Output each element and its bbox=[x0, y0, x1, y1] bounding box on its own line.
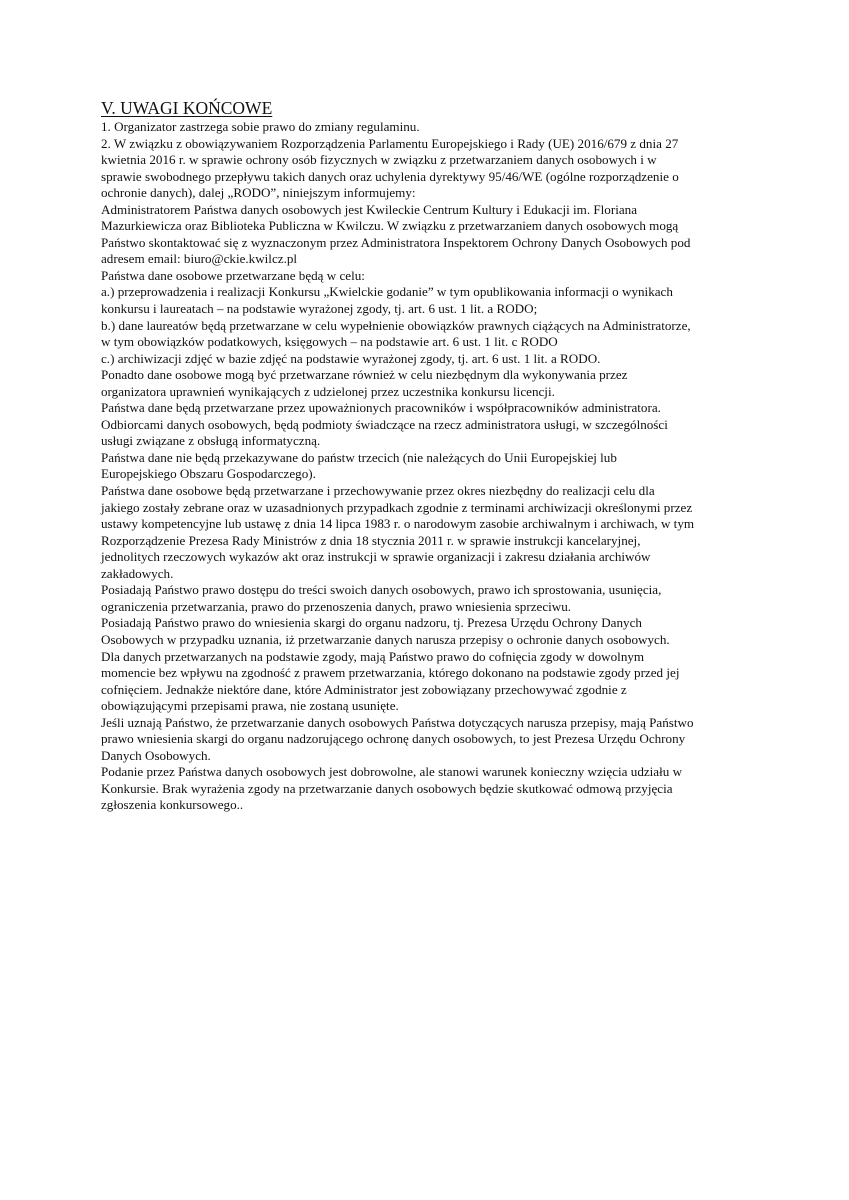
text-line: b.) dane laureatów będą przetwarzane w celu wypełnienie obowiązków prawnych ciążących na Administratorze, bbox=[101, 317, 691, 333]
text-line: Państwo skontaktować się z wyznaczonym przez Administratora Inspektorem Ochrony Danych Osobowych pod bbox=[101, 234, 691, 250]
section-heading: V. UWAGI KOŃCOWE bbox=[101, 98, 273, 118]
text-line: konkursu i laureatach – na podstawie wyrażonej zgody, tj. art. 6 ust. 1 lit. a RODO; bbox=[101, 301, 538, 317]
text-line: adresem email: biuro@ckie.kwilcz.pl bbox=[101, 251, 298, 267]
text-line: Mazurkiewicza oraz Biblioteka Publiczna w Kwilczu. W związku z przetwarzaniem danych osobowych mogą bbox=[101, 218, 679, 234]
text-line: Jeśli uznają Państwo, że przetwarzanie danych osobowych Państwa dotyczących narusza przepisy, mają Państwo bbox=[101, 714, 694, 730]
text-line: Podanie przez Państwa danych osobowych jest dobrowolne, ale stanowi warunek konieczny wzięcia udziału w bbox=[101, 764, 683, 780]
text-line: Państwa dane będą przetwarzane przez upoważnionych pracowników i współpracowników administratora. bbox=[101, 400, 661, 416]
text-line: obowiązującymi przepisami prawa, nie zostaną usunięte. bbox=[101, 698, 399, 714]
text-line: Odbiorcami danych osobowych, będą podmioty świadczące na rzecz administratora usługi, w szczególności bbox=[101, 416, 668, 432]
text-line: jakiego zostały zebrane oraz w uzasadnionych przypadkach zgodnie z terminami archiwizacji określonymi przez bbox=[101, 499, 693, 515]
text-line: sprawie swobodnego przepływu takich danych oraz uchylenia dyrektywy 95/46/WE (ogólne rozporządzenie o bbox=[101, 168, 679, 184]
text-line: Konkursie. Brak wyrażenia zgody na przetwarzanie danych osobowych będzie skutkować odmową przyjęcia bbox=[101, 780, 673, 796]
text-line: Posiadają Państwo prawo do wniesienia skargi do organu nadzoru, tj. Prezesa Urzędu Ochrony Danych bbox=[101, 615, 642, 631]
text-line: cofnięciem. Jednakże niektóre dane, które Administrator jest zobowiązany przechowywać zgodnie z bbox=[101, 681, 627, 697]
text-line: Ponadto dane osobowe mogą być przetwarzane również w celu niezbędnym dla wykonywania przez bbox=[101, 367, 628, 383]
text-line: jednolitych rzeczowych wykazów akt oraz instrukcji w sprawie organizacji i zakresu działania archiwów bbox=[101, 549, 651, 565]
text-line: ustawy kompetencyjne lub ustawę z dnia 14 lipca 1983 r. o narodowym zasobie archiwalnym i archiwach, w tym bbox=[101, 516, 695, 532]
text-line: zgłoszenia konkursowego.. bbox=[101, 797, 244, 813]
text-line: Posiadają Państwo prawo dostępu do treści swoich danych osobowych, prawo ich sprostowania, usunięcia, bbox=[101, 582, 662, 598]
text-line: Państwa dane osobowe będą przetwarzane i przechowywanie przez okres niezbędny do realizacji celu dla bbox=[101, 483, 655, 499]
section-body bbox=[101, 119, 761, 814]
text-line: Europejskiego Obszaru Gospodarczego). bbox=[101, 466, 316, 482]
text-line: kwietnia 2016 r. w sprawie ochrony osób fizycznych w związku z przetwarzaniem danych osobowych i w bbox=[101, 152, 657, 168]
text-line: c.) archiwizacji zdjęć w bazie zdjęć na podstawie wyrażonej zgody, tj. art. 6 ust. 1 lit. a RODO. bbox=[101, 350, 601, 366]
text-line: organizatora uprawnień wynikających z udzielonej przez uczestnika konkursu licencji. bbox=[101, 383, 555, 399]
text-line: Państwa dane osobowe przetwarzane będą w celu: bbox=[101, 267, 365, 283]
text-line: w tym obowiązków podatkowych, księgowych – na podstawie art. 6 ust. 1 lit. c RODO bbox=[101, 334, 558, 350]
text-line: prawo wniesienia skargi do organu nadzorującego ochronę danych osobowych, to jest Prezesa Urzędu Ochrony bbox=[101, 731, 686, 747]
text-line: momencie bez wpływu na zgodność z prawem przetwarzania, którego dokonano na podstawie zgody przed jej bbox=[101, 665, 680, 681]
text-line: a.) przeprowadzenia i realizacji Konkursu „Kwielckie godanie” w tym opublikowania informacji o wynikach bbox=[101, 284, 673, 300]
text-line: Dla danych przetwarzanych na podstawie zgody, mają Państwo prawo do cofnięcia zgody w dowolnym bbox=[101, 648, 645, 664]
text-line: usługi związane z obsługą informatyczną. bbox=[101, 433, 321, 449]
document-content bbox=[101, 98, 761, 814]
text-line: Państwa dane nie będą przekazywane do państw trzecich (nie należących do Unii Europejskiej lub bbox=[101, 449, 617, 465]
text-line: Rozporządzenie Prezesa Rady Ministrów z dnia 18 stycznia 2011 r. w sprawie instrukcji kancelaryjnej, bbox=[101, 532, 641, 548]
text-line: Danych Osobowych. bbox=[101, 747, 211, 763]
text-line: 1. Organizator zastrzega sobie prawo do zmiany regulaminu. bbox=[101, 119, 420, 134]
text-line: ochronie danych), dalej „RODO”, niniejszym informujemy: bbox=[101, 185, 416, 201]
text-line: Administratorem Państwa danych osobowych jest Kwileckie Centrum Kultury i Edukacji im. Floriana bbox=[101, 201, 638, 217]
text-line: ograniczenia przetwarzania, prawo do przenoszenia danych, prawo wniesienia sprzeciwu. bbox=[101, 598, 572, 614]
text-line: Osobowych w przypadku uznania, iż przetwarzanie danych narusza przepisy o ochronie danych osobowych. bbox=[101, 631, 670, 647]
text-line: zakładowych. bbox=[101, 565, 174, 581]
text-line: 2. W związku z obowiązywaniem Rozporządzenia Parlamentu Europejskiego i Rady (UE) 2016/679 z dnia 27 bbox=[101, 135, 679, 151]
